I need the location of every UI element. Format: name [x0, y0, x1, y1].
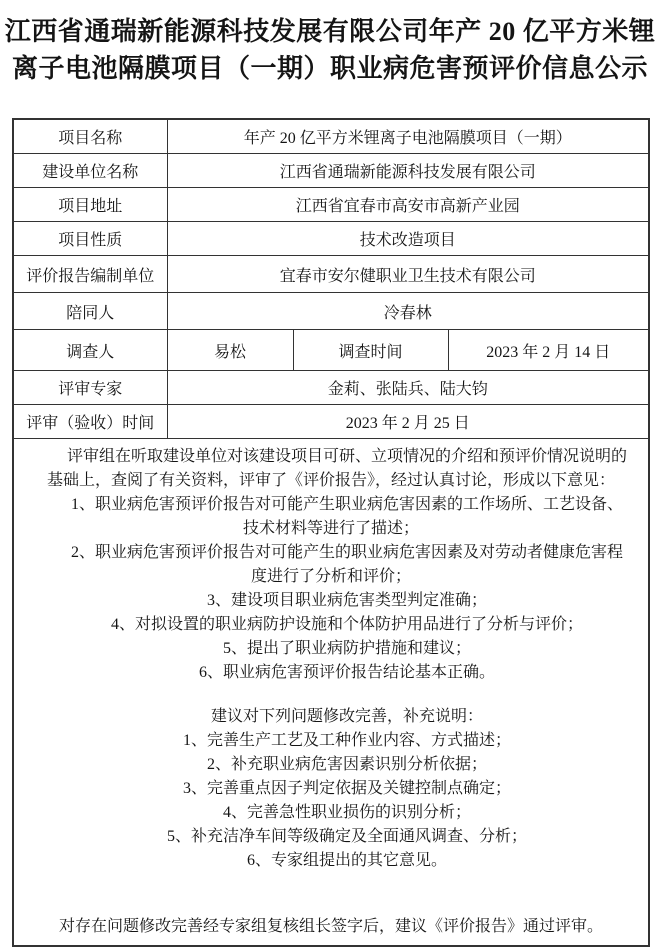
review-line: 5、补充洁净车间等级确定及全面通风调查、分析；	[167, 828, 528, 845]
review-line: 6、专家组提出的其它意见。	[247, 852, 448, 869]
project-name-value: 年产 20 亿平方米锂离子电池隔膜项目（一期）	[167, 119, 649, 154]
review-line: 5、提出了职业病防护措施和建议；	[223, 640, 472, 657]
table-row-project-address	[13, 188, 649, 222]
review-line: 3、完善重点因子判定依据及关键控制点确定；	[183, 780, 512, 797]
page-title-line-1: 江西省通瑞新能源科技发展有限公司年产 20 亿平方米锂	[4, 17, 656, 46]
review-line: 2、补充职业病危害因素识别分析依据；	[207, 756, 488, 773]
table-row-review-time	[13, 405, 649, 439]
investigator-value: 易松	[167, 330, 293, 371]
review-line: 度进行了分析和评价；	[251, 568, 412, 585]
accompanying-person-label: 陪同人	[13, 293, 167, 330]
report-compiler-value: 宜春市安尔健职业卫生技术有限公司	[167, 256, 649, 293]
report-compiler-label: 评价报告编制单位	[13, 256, 167, 293]
table-row-review-opinion	[13, 439, 649, 947]
construction-unit-value: 江西省通瑞新能源科技发展有限公司	[167, 154, 649, 188]
review-line: 技术材料等进行了描述；	[243, 520, 420, 537]
table-row-review-experts	[13, 371, 649, 405]
accompanying-person-value: 冷春林	[167, 293, 649, 330]
review-opinion-cell	[13, 439, 649, 947]
table-row-project-nature	[13, 222, 649, 256]
table-row-project-name	[13, 119, 649, 154]
review-experts-value: 金莉、张陆兵、陆大钧	[167, 371, 649, 405]
project-nature-label: 项目性质	[13, 222, 167, 256]
review-line: 1、完善生产工艺及工种作业内容、方式描述；	[183, 732, 512, 749]
review-line: 1、职业病危害预评价报告对可能产生职业病危害因素的工作场所、工艺设备、	[71, 496, 624, 513]
project-address-label: 项目地址	[13, 188, 167, 222]
project-name-label: 项目名称	[13, 119, 167, 154]
table-row-construction-unit	[13, 154, 649, 188]
info-table	[12, 118, 650, 947]
review-time-value: 2023 年 2 月 25 日	[167, 405, 649, 439]
table-row-investigator	[13, 330, 649, 371]
review-line: 6、职业病危害预评价报告结论基本正确。	[199, 664, 496, 681]
project-address-value: 江西省宜春市高安市高新产业园	[167, 188, 649, 222]
review-line: 建议对下列问题修改完善，补充说明：	[211, 708, 484, 725]
project-nature-value: 技术改造项目	[167, 222, 649, 256]
investigator-label: 调查人	[13, 330, 167, 371]
review-line: 4、对拟设置的职业病防护设施和个体防护用品进行了分析与评价；	[111, 616, 584, 633]
page-title-line-2: 离子电池隔膜项目（一期）职业病危害预评价信息公示	[11, 54, 648, 83]
investigation-time-label: 调查时间	[293, 330, 448, 371]
review-conclusion-line: 对存在问题修改完善经专家组复核组长签字后，建议《评价报告》通过评审。	[59, 918, 604, 935]
table-row-report-compiler	[13, 256, 649, 293]
review-experts-label: 评审专家	[13, 371, 167, 405]
review-line: 评审组在听取建设单位对该建设项目可研、立项情况的介绍和预评价情况说明的	[67, 448, 628, 465]
investigation-time-value: 2023 年 2 月 14 日	[448, 330, 649, 371]
table-row-accompanying-person	[13, 293, 649, 330]
review-line: 2、职业病危害预评价报告对可能产生的职业病危害因素及对劳动者健康危害程	[71, 544, 624, 561]
review-time-label: 评审（验收）时间	[13, 405, 167, 439]
construction-unit-label: 建设单位名称	[13, 154, 167, 188]
page-title	[0, 0, 660, 87]
review-line: 4、完善急性职业损伤的识别分析；	[223, 804, 472, 821]
review-line: 3、建设项目职业病危害类型判定准确；	[207, 592, 488, 609]
review-line: 基础上，查阅了有关资料，评审了《评价报告》，经过认真讨论，形成以下意见：	[47, 472, 616, 489]
